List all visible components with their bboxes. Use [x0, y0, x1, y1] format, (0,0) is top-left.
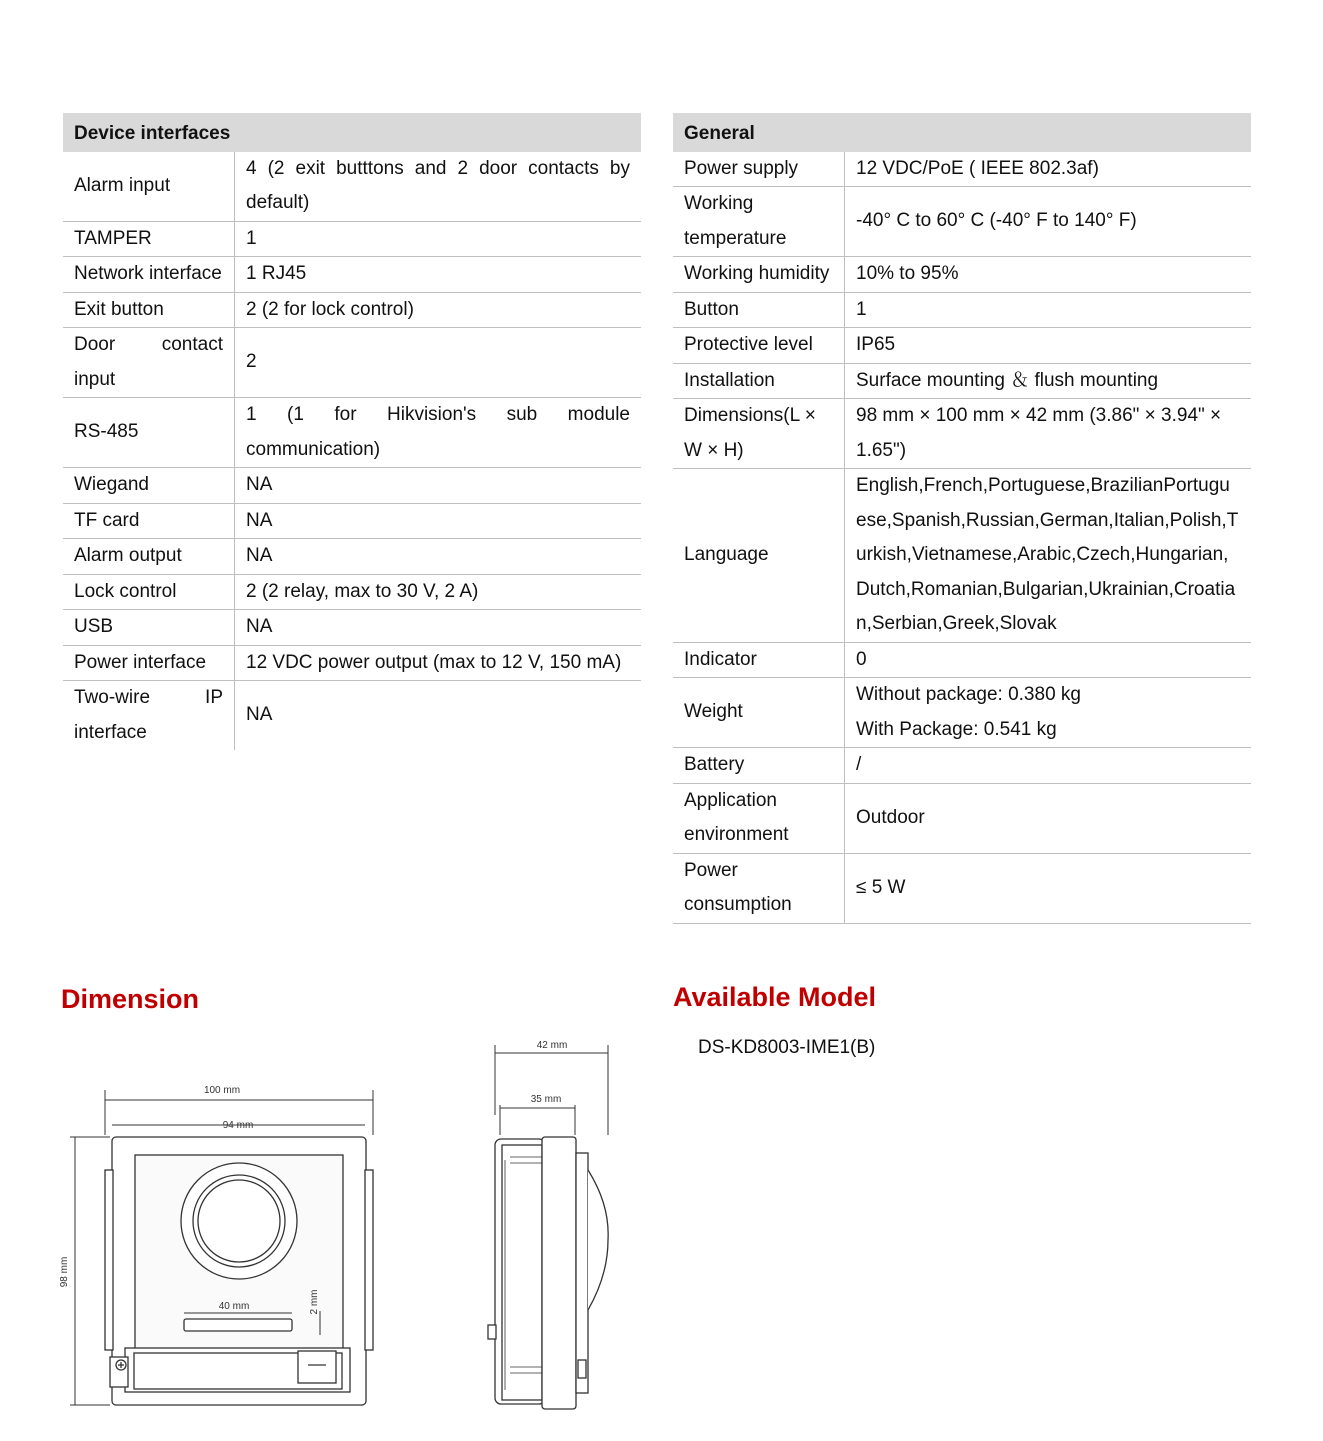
spec-label: Power supply — [673, 152, 845, 187]
table-row — [63, 645, 641, 681]
spec-value: / — [845, 748, 1252, 784]
spec-value: 0 — [845, 642, 1252, 678]
general-title: General — [673, 113, 1251, 152]
spec-label: Battery — [673, 748, 845, 784]
general-table — [673, 113, 1251, 924]
spec-label: USB — [63, 610, 235, 646]
spec-label: Dimensions(L × W × H) — [673, 399, 845, 469]
table-row — [63, 681, 641, 751]
side-view-drawing — [480, 1035, 630, 1415]
table-row — [673, 257, 1251, 293]
table-row — [673, 292, 1251, 328]
table-row — [673, 783, 1251, 853]
spec-label: Weight — [673, 678, 845, 748]
weight-with-package: With Package: 0.541 kg — [856, 718, 1057, 740]
table-row — [673, 748, 1251, 784]
spec-label: TF card — [63, 503, 235, 539]
spec-label: RS-485 — [63, 398, 235, 468]
spec-value: 4 (2 exit butttons and 2 door contacts by default) — [235, 152, 642, 222]
spec-value: NA — [235, 503, 642, 539]
front-view-drawing — [50, 1075, 390, 1415]
spec-label: Two-wire IP interface — [63, 681, 235, 751]
table-row — [673, 642, 1251, 678]
spec-value: 2 — [235, 328, 642, 398]
spec-label: Exit button — [63, 292, 235, 328]
spec-value: -40° C to 60° C (-40° F to 140° F) — [845, 187, 1252, 257]
spec-value: 2 (2 relay, max to 30 V, 2 A) — [235, 574, 642, 610]
spec-value: NA — [246, 704, 273, 726]
spec-value: 1 RJ45 — [235, 257, 642, 293]
spec-value: NA — [235, 610, 642, 646]
table-row — [63, 539, 641, 575]
spec-label: Indicator — [673, 642, 845, 678]
table-row — [673, 328, 1251, 364]
table-row — [673, 853, 1251, 923]
table-row — [673, 399, 1251, 469]
weight-without-package: Without package: 0.380 kg — [856, 684, 1081, 705]
spec-value: ≤ 5 W — [845, 853, 1252, 923]
spec-label: Language — [673, 469, 845, 643]
spec-value: NA — [235, 539, 642, 575]
table-row — [63, 398, 641, 468]
spec-value: 1 — [235, 221, 642, 257]
spec-label: Working humidity — [673, 257, 845, 293]
table-row — [63, 328, 641, 398]
spec-label: Button — [673, 292, 845, 328]
dim-height-label: 98 mm — [59, 1256, 70, 1288]
table-row — [63, 152, 641, 222]
spec-label: Power interface — [63, 645, 235, 681]
spec-value: Surface mounting ＆ flush mounting — [845, 363, 1252, 399]
table-row — [63, 574, 641, 610]
table-row — [63, 610, 641, 646]
spec-value: IP65 — [845, 328, 1252, 364]
spec-value: Outdoor — [845, 783, 1252, 853]
table-row — [63, 468, 641, 504]
spec-label: Working temperature — [673, 187, 845, 257]
spec-value: 12 VDC/PoE ( IEEE 802.3af) — [845, 152, 1252, 187]
spec-label: Lock control — [63, 574, 235, 610]
spec-label: Application environment — [673, 783, 845, 853]
spec-label: Alarm output — [63, 539, 235, 575]
dim-slot-width-label: 40 mm — [218, 1301, 250, 1312]
spec-label: Wiegand — [63, 468, 235, 504]
spec-label: TAMPER — [63, 221, 235, 257]
spec-value: 98 mm × 100 mm × 42 mm (3.86" × 3.94" × 1.65") — [845, 399, 1252, 469]
dim-width-inner-label: 94 mm — [222, 1120, 254, 1131]
spec-label: Power consumption — [673, 853, 845, 923]
spec-value — [845, 678, 1252, 748]
table-row — [673, 363, 1251, 399]
table-row — [63, 221, 641, 257]
spec-value: 1 (1 for Hikvision's sub module communication) — [235, 398, 642, 468]
spec-value: 2 (2 for lock control) — [235, 292, 642, 328]
spec-value: 10% to 95% — [845, 257, 1252, 293]
dim-slot-gap-label: 2 mm — [309, 1289, 320, 1315]
table-row — [63, 257, 641, 293]
dimension-heading: Dimension — [61, 984, 200, 1014]
dim-depth-inner-label: 35 mm — [530, 1094, 562, 1105]
spec-label: Protective level — [673, 328, 845, 364]
device-interfaces-table — [63, 113, 641, 750]
device-interfaces-title: Device interfaces — [63, 113, 641, 152]
model-number: DS-KD8003-IME1(B) — [698, 1037, 876, 1058]
spec-value: 1 — [845, 292, 1252, 328]
table-row — [673, 187, 1251, 257]
table-row — [63, 292, 641, 328]
table-row — [63, 503, 641, 539]
spec-value: English,French,Portuguese,BrazilianPortuguese,Spanish,Russian,German,Italian,Polish,Turkish,Vietnamese,Arabic,Czech,Hungarian,Dutch,Romanian,Bulgarian,Ukrainian,Croatian,Serbian,Greek,Slovak — [845, 469, 1252, 643]
table-row — [673, 469, 1251, 643]
dim-depth-outer-label: 42 mm — [536, 1040, 568, 1051]
spec-label: Network interface — [63, 257, 235, 293]
spec-value: 12 VDC power output (max to 12 V, 150 mA) — [235, 645, 642, 681]
table-row — [673, 678, 1251, 748]
available-model-heading: Available Model — [673, 982, 877, 1012]
table-row — [673, 152, 1251, 187]
spec-label: Alarm input — [63, 152, 235, 222]
spec-label: Door contact input — [63, 328, 235, 398]
spec-label: Installation — [673, 363, 845, 399]
spec-value: NA — [235, 468, 642, 504]
dim-width-outer-label: 100 mm — [203, 1085, 241, 1096]
